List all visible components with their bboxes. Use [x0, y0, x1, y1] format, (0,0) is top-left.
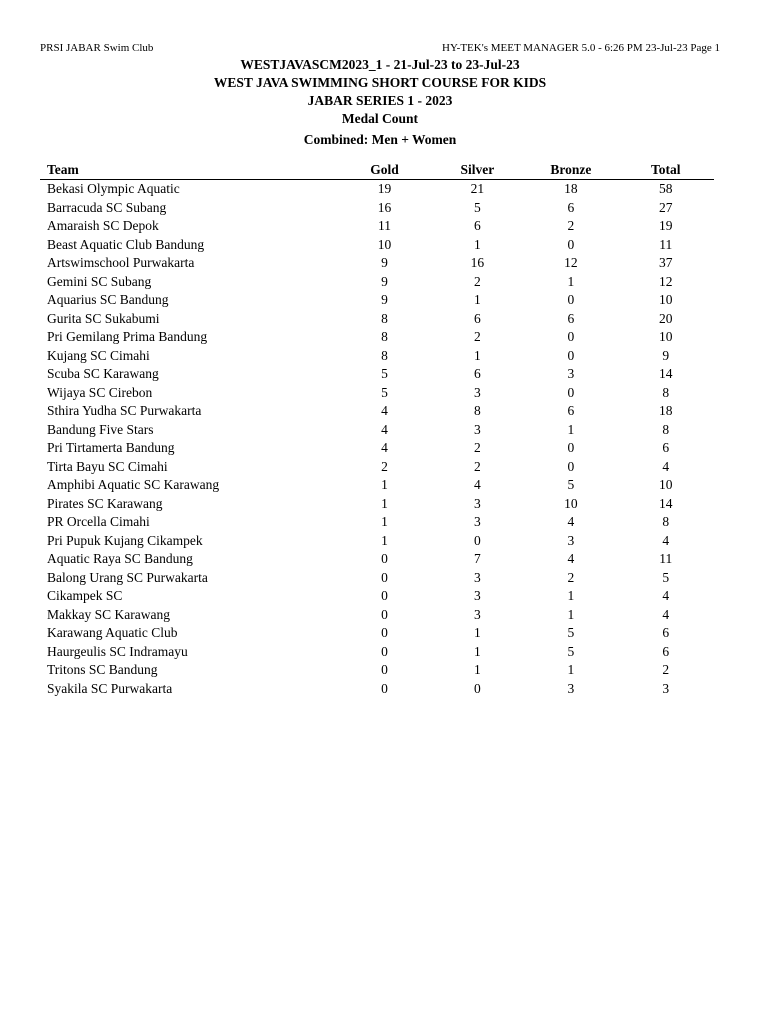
cell-team: Pirates SC Karawang — [47, 495, 163, 511]
cell-gold: 1 — [381, 495, 388, 511]
cell-bronze: 1 — [567, 588, 575, 603]
cell-bronze: 2 — [567, 218, 575, 233]
table-row — [40, 643, 714, 662]
cell-bronze: 0 — [567, 384, 575, 400]
cell-team: Balong Urang SC Purwakarta — [47, 569, 208, 585]
cell-bronze: 1 — [567, 662, 575, 677]
cell-total: 4 — [662, 532, 670, 548]
cell-team: Scuba SC Karawang — [47, 366, 159, 381]
table-row — [40, 365, 714, 384]
table-row — [40, 587, 714, 606]
cell-team: Beast Aquatic Club Bandung — [47, 236, 205, 252]
cell-gold: 0 — [381, 680, 388, 696]
meet-name: WEST JAVA SWIMMING SHORT COURSE FOR KIDS — [213, 75, 547, 90]
table-header-row — [40, 161, 714, 180]
cell-bronze: 0 — [567, 236, 575, 252]
table-row — [40, 439, 714, 458]
table-row — [40, 495, 714, 514]
cell-team: Tirta Bayu SC Cimahi — [47, 458, 168, 474]
cell-total: 11 — [659, 236, 673, 252]
cell-team: Wijaya SC Cirebon — [47, 384, 153, 400]
cell-total: 12 — [659, 273, 673, 289]
table-row — [40, 421, 714, 440]
cell-gold: 2 — [381, 458, 388, 474]
table-row — [40, 661, 714, 680]
cell-silver: 2 — [474, 458, 481, 474]
cell-team: Pri Gemilang Prima Bandung — [47, 329, 208, 344]
cell-team: Artswimschool Purwakarta — [47, 255, 195, 270]
table-row — [40, 532, 714, 551]
cell-silver: 3 — [474, 569, 481, 585]
cell-bronze: 2 — [567, 569, 575, 585]
cell-gold: 0 — [381, 662, 388, 677]
cell-total: 5 — [662, 569, 670, 585]
table-row — [40, 291, 714, 310]
cell-total: 11 — [659, 551, 673, 566]
cell-total: 8 — [662, 384, 670, 400]
cell-team: Kujang SC Cimahi — [47, 347, 150, 363]
cell-bronze: 4 — [567, 551, 575, 566]
cell-team: Karawang Aquatic Club — [47, 625, 178, 640]
cell-gold: 8 — [381, 310, 388, 326]
cell-gold: 0 — [381, 606, 388, 622]
cell-gold: 4 — [381, 421, 388, 437]
table-row — [40, 180, 714, 199]
cell-bronze: 6 — [567, 310, 575, 326]
cell-silver: 5 — [474, 199, 481, 215]
cell-gold: 9 — [381, 292, 388, 307]
cell-silver: 2 — [474, 440, 481, 455]
table-row — [40, 217, 714, 236]
cell-total: 58 — [659, 181, 673, 196]
cell-team: Aquarius SC Bandung — [47, 292, 169, 307]
cell-silver: 6 — [474, 218, 481, 233]
cell-total: 20 — [659, 310, 673, 326]
cell-total: 8 — [662, 514, 670, 529]
cell-gold: 9 — [381, 273, 388, 289]
cell-team: Bandung Five Stars — [47, 421, 154, 437]
cell-gold: 0 — [381, 643, 388, 659]
table-row — [40, 680, 714, 699]
table-row — [40, 606, 714, 625]
cell-bronze: 3 — [567, 366, 575, 381]
cell-bronze: 0 — [567, 329, 575, 344]
table-row — [40, 384, 714, 403]
cell-team: Syakila SC Purwakarta — [47, 680, 173, 696]
cell-silver: 1 — [474, 625, 481, 640]
cell-silver: 3 — [474, 495, 481, 511]
cell-team: Gemini SC Subang — [47, 273, 152, 289]
cell-total: 10 — [659, 477, 673, 492]
cell-silver: 4 — [474, 477, 481, 492]
cell-silver: 7 — [474, 551, 481, 566]
cell-total: 14 — [659, 495, 673, 511]
cell-total: 6 — [662, 625, 670, 640]
cell-bronze: 0 — [567, 347, 575, 363]
cell-gold: 0 — [381, 625, 388, 640]
table-row — [40, 347, 714, 366]
cell-gold: 0 — [381, 588, 388, 603]
cell-gold: 0 — [381, 551, 388, 566]
cell-bronze: 1 — [567, 421, 575, 437]
cell-silver: 3 — [474, 384, 481, 400]
cell-gold: 10 — [377, 236, 392, 252]
cell-silver: 16 — [470, 255, 485, 270]
cell-silver: 2 — [474, 273, 481, 289]
cell-team: Sthira Yudha SC Purwakarta — [47, 403, 202, 418]
cell-total: 4 — [662, 588, 670, 603]
col-header-bronze: Bronze — [524, 161, 617, 180]
cell-bronze: 5 — [567, 643, 575, 659]
cell-bronze: 5 — [567, 625, 575, 640]
cell-total: 9 — [662, 347, 670, 363]
table-row — [40, 402, 714, 421]
cell-total: 4 — [662, 458, 670, 474]
cell-bronze: 1 — [567, 273, 575, 289]
cell-silver: 0 — [474, 680, 481, 696]
cell-gold: 1 — [381, 514, 388, 529]
cell-silver: 8 — [474, 403, 481, 418]
cell-gold: 1 — [381, 532, 388, 548]
club-name: PRSI JABAR Swim Club — [40, 42, 154, 54]
report-subtitle: Combined: Men + Women — [303, 132, 457, 147]
col-header-silver: Silver — [431, 161, 524, 180]
cell-gold: 1 — [381, 477, 388, 492]
cell-silver: 1 — [474, 236, 481, 252]
cell-gold: 5 — [381, 384, 388, 400]
cell-gold: 8 — [381, 347, 388, 363]
cell-total: 3 — [662, 680, 670, 696]
col-header-total: Total — [618, 161, 714, 180]
cell-team: Haurgeulis SC Indramayu — [47, 643, 188, 659]
cell-gold: 8 — [381, 329, 388, 344]
cell-gold: 19 — [377, 181, 392, 196]
cell-silver: 21 — [470, 181, 485, 196]
cell-bronze: 0 — [567, 292, 575, 307]
cell-silver: 2 — [474, 329, 481, 344]
cell-team: Cikampek SC — [47, 588, 123, 603]
table-row — [40, 624, 714, 643]
table-row — [40, 550, 714, 569]
cell-bronze: 3 — [567, 680, 575, 696]
cell-team: Pri Pupuk Kujang Cikampek — [47, 532, 203, 548]
cell-total: 18 — [659, 403, 673, 418]
cell-bronze: 0 — [567, 458, 575, 474]
table-row — [40, 273, 714, 292]
cell-silver: 6 — [474, 310, 481, 326]
cell-silver: 3 — [474, 606, 481, 622]
col-header-gold: Gold — [338, 161, 430, 180]
cell-silver: 3 — [474, 588, 481, 603]
cell-gold: 11 — [378, 218, 392, 233]
cell-team: Barracuda SC Subang — [47, 199, 167, 215]
table-body — [40, 180, 714, 699]
cell-silver: 0 — [474, 532, 481, 548]
cell-team: Amphibi Aquatic SC Karawang — [47, 477, 220, 492]
cell-total: 10 — [659, 329, 673, 344]
cell-gold: 16 — [377, 199, 392, 215]
cell-gold: 4 — [381, 440, 388, 455]
cell-silver: 1 — [474, 347, 481, 363]
cell-total: 4 — [662, 606, 670, 622]
cell-bronze: 12 — [564, 255, 578, 270]
cell-bronze: 10 — [564, 495, 578, 511]
table-row — [40, 513, 714, 532]
cell-silver: 1 — [474, 292, 481, 307]
cell-total: 27 — [659, 199, 673, 215]
cell-bronze: 18 — [564, 181, 578, 196]
cell-total: 37 — [659, 255, 673, 270]
cell-total: 6 — [662, 440, 670, 455]
cell-team: Bekasi Olympic Aquatic — [47, 181, 180, 196]
cell-team: Gurita SC Sukabumi — [47, 310, 160, 326]
cell-total: 19 — [659, 218, 673, 233]
cell-total: 10 — [659, 292, 673, 307]
cell-gold: 4 — [381, 403, 388, 418]
cell-bronze: 4 — [567, 514, 575, 529]
cell-total: 6 — [662, 643, 670, 659]
table-row — [40, 310, 714, 329]
table-row — [40, 254, 714, 273]
cell-silver: 1 — [474, 662, 481, 677]
software-info: HY-TEK's MEET MANAGER 5.0 - 6:26 PM 23-Jul-23 Page 1 — [442, 42, 720, 54]
meet-title: WESTJAVASCM2023_1 - 21-Jul-23 to 23-Jul-23 — [240, 57, 520, 72]
table-row — [40, 569, 714, 588]
cell-total: 8 — [662, 421, 670, 437]
medal-count-table — [40, 161, 714, 698]
cell-bronze: 5 — [567, 477, 575, 492]
cell-gold: 5 — [381, 366, 388, 381]
series-title: JABAR SERIES 1 - 2023 — [307, 93, 453, 108]
report-type: Medal Count — [341, 111, 419, 126]
cell-total: 2 — [662, 662, 670, 677]
col-header-team: Team — [40, 161, 338, 180]
table-row — [40, 199, 714, 218]
cell-bronze: 6 — [567, 403, 575, 418]
cell-silver: 6 — [474, 366, 481, 381]
cell-team: Amaraish SC Depok — [47, 218, 159, 233]
table-row — [40, 328, 714, 347]
cell-team: Makkay SC Karawang — [47, 606, 170, 622]
table-row — [40, 236, 714, 255]
cell-gold: 0 — [381, 569, 388, 585]
cell-bronze: 1 — [567, 606, 575, 622]
cell-silver: 1 — [474, 643, 481, 659]
table-row — [40, 476, 714, 495]
table-row — [40, 458, 714, 477]
cell-bronze: 0 — [567, 440, 575, 455]
cell-team: Tritons SC Bandung — [47, 662, 158, 677]
report-titles — [0, 56, 760, 128]
cell-team: Pri Tirtamerta Bandung — [47, 440, 175, 455]
cell-bronze: 3 — [567, 532, 575, 548]
cell-bronze: 6 — [567, 199, 575, 215]
cell-gold: 9 — [381, 255, 388, 270]
cell-total: 14 — [659, 366, 673, 381]
cell-team: PR Orcella Cimahi — [47, 514, 150, 529]
cell-team: Aquatic Raya SC Bandung — [47, 551, 193, 566]
cell-silver: 3 — [474, 421, 481, 437]
cell-silver: 3 — [474, 514, 481, 529]
